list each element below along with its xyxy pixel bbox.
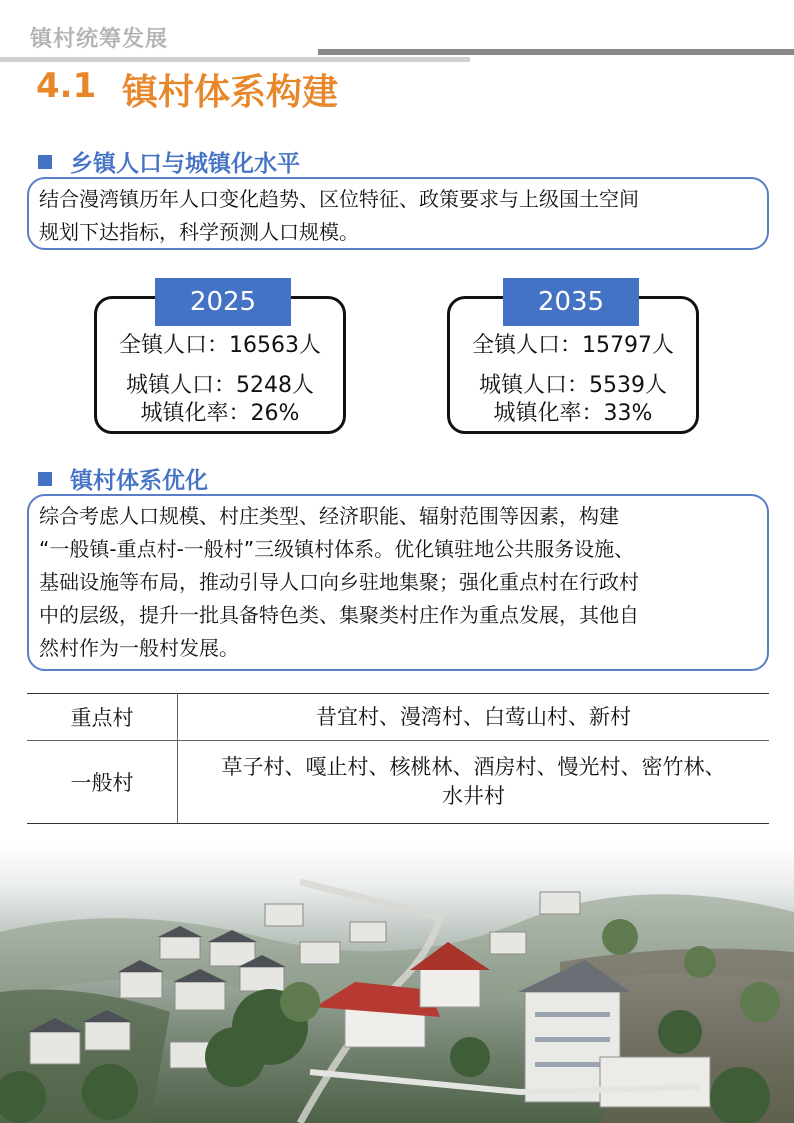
- villages-cell: 昔宜村、漫湾村、白莺山村、新村: [178, 694, 770, 741]
- category-cell: 一般村: [27, 741, 178, 824]
- table-row: [27, 741, 769, 824]
- population-paragraph-box: [27, 177, 769, 250]
- urban-population: 城镇人口：5248人: [126, 373, 314, 398]
- table-row: [27, 694, 769, 741]
- section-heading-system: [38, 462, 208, 495]
- villages-line: 草子村、嘎止村、核桃林、酒房村、慢光村、密竹林、: [221, 755, 726, 779]
- section-heading-text: 镇村体系优化: [70, 468, 208, 494]
- paragraph-line: “一般镇-重点村-一般村”三级镇村体系。优化镇驻地公共服务设施、: [39, 537, 635, 561]
- paragraph-line: 然村作为一般村发展。: [39, 636, 239, 660]
- aerial-village-photo: [0, 842, 794, 1123]
- paragraph-line: 规划下达指标，科学预测人口规模。: [39, 220, 359, 244]
- bullet-square-icon: [38, 472, 52, 486]
- paragraph-line: 结合漫湾镇历年人口变化趋势、区位特征、政策要求与上级国土空间: [39, 187, 639, 211]
- section-number: 4.1: [36, 66, 97, 106]
- paragraph-line: 中的层级，提升一批具备特色类、集聚类村庄作为重点发展，其他自: [39, 603, 639, 627]
- page-title: 镇村体系构建: [122, 72, 339, 113]
- section-heading-population: [38, 145, 300, 178]
- total-population: 全镇人口：15797人: [472, 333, 674, 358]
- header-rule-light: [0, 57, 470, 62]
- system-paragraph-box: [27, 494, 769, 671]
- header-label: 镇村统筹发展: [30, 27, 169, 52]
- paragraph-line: 综合考虑人口规模、村庄类型、经济职能、辐射范围等因素，构建: [39, 504, 619, 528]
- urban-population: 城镇人口：5539人: [479, 373, 667, 398]
- urbanization-rate: 城镇化率：26%: [140, 401, 300, 426]
- total-population: 全镇人口：16563人: [119, 333, 321, 358]
- section-heading-text: 乡镇人口与城镇化水平: [70, 151, 300, 177]
- villages-table: [27, 693, 769, 824]
- paragraph-line: 基础设施等布局，推动引导人口向乡驻地集聚；强化重点村在行政村: [39, 570, 639, 594]
- year-tab-2035: 2035: [503, 278, 639, 326]
- aerial-village-illustration: [0, 842, 794, 1123]
- year-tab-2025: 2025: [155, 278, 291, 326]
- bullet-square-icon: [38, 155, 52, 169]
- villages-cell: [178, 741, 770, 824]
- urbanization-rate: 城镇化率：33%: [493, 401, 653, 426]
- header-rule-dark: [318, 49, 794, 55]
- category-cell: 重点村: [27, 694, 178, 741]
- villages-line: 水井村: [442, 784, 505, 808]
